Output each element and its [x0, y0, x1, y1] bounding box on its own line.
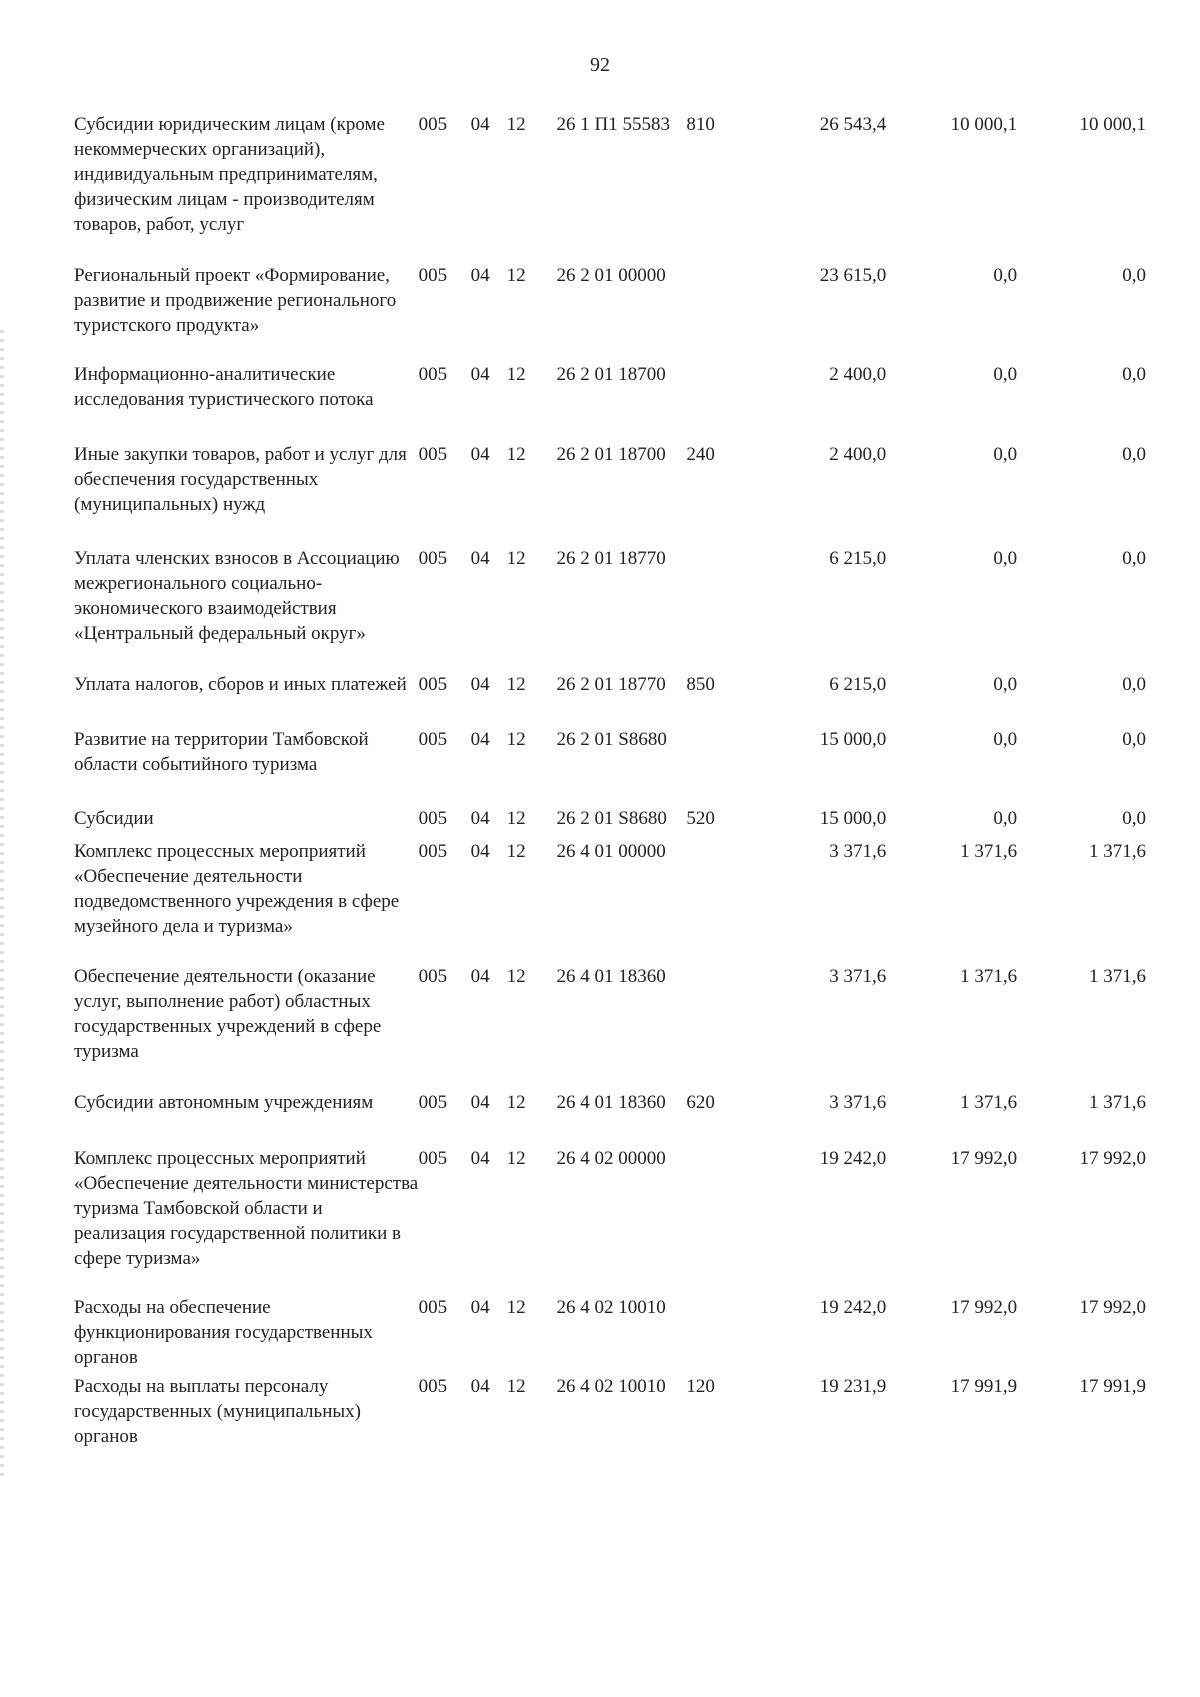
row-vr: 240 — [686, 444, 715, 465]
row-ved: 005 — [418, 729, 448, 750]
row-ved: 005 — [418, 1376, 448, 1397]
row-csr: 26 2 01 S8680 — [556, 808, 667, 829]
row-year2: 0,0 — [993, 674, 1018, 695]
row-name: Субсидии — [74, 808, 154, 829]
row-year1: 3 371,6 — [829, 1092, 887, 1113]
table-row — [66, 1146, 1146, 1295]
row-pr: 12 — [506, 1148, 526, 1169]
row-year2: 1 371,6 — [960, 1092, 1018, 1113]
row-year3: 0,0 — [1122, 674, 1146, 695]
row-rz: 04 — [470, 265, 490, 286]
row-csr: 26 2 01 S8680 — [556, 729, 667, 750]
table-row — [66, 806, 1146, 839]
row-csr: 26 4 02 10010 — [556, 1376, 666, 1397]
row-ved: 005 — [418, 444, 448, 465]
table-row — [66, 263, 1146, 362]
row-csr: 26 4 01 00000 — [556, 841, 666, 862]
row-rz: 04 — [470, 1297, 490, 1318]
table-row — [66, 672, 1146, 727]
table-row — [66, 546, 1146, 672]
row-pr: 12 — [506, 808, 526, 829]
row-ved: 005 — [418, 1148, 448, 1169]
row-vr: 810 — [686, 114, 715, 135]
row-ved: 005 — [418, 364, 448, 385]
row-name: Субсидии юридическим лицам (кроме некоммерческих организаций), индивидуальным предпринимателям, физическим лицам - производителям товаров, работ, услуг — [74, 114, 385, 235]
row-csr: 26 2 01 18770 — [556, 674, 666, 695]
row-pr: 12 — [506, 364, 526, 385]
table-row — [66, 964, 1146, 1090]
row-rz: 04 — [470, 808, 490, 829]
row-year1: 3 371,6 — [829, 966, 887, 987]
row-rz: 04 — [470, 674, 490, 695]
row-ved: 005 — [418, 841, 448, 862]
row-vr: 520 — [686, 808, 715, 829]
row-year3: 0,0 — [1122, 444, 1146, 465]
row-year3: 0,0 — [1122, 548, 1146, 569]
row-rz: 04 — [470, 444, 490, 465]
row-ved: 005 — [418, 114, 448, 135]
row-ved: 005 — [418, 808, 448, 829]
row-year3: 17 992,0 — [1079, 1148, 1146, 1169]
table-row — [66, 112, 1146, 263]
row-pr: 12 — [506, 114, 526, 135]
row-rz: 04 — [470, 1148, 490, 1169]
row-name: Уплата членских взносов в Ассоциацию межрегионального социально-экономического взаимодействия «Центральный федеральный округ» — [74, 548, 400, 644]
row-year3: 17 992,0 — [1079, 1297, 1146, 1318]
row-year1: 19 242,0 — [819, 1148, 887, 1169]
row-year3: 1 371,6 — [1088, 966, 1146, 987]
row-rz: 04 — [470, 114, 490, 135]
page-number: 92 — [590, 54, 610, 76]
row-rz: 04 — [470, 729, 490, 750]
row-pr: 12 — [506, 444, 526, 465]
row-name: Информационно-аналитические исследования туристического потока — [74, 364, 374, 410]
row-csr: 26 2 01 00000 — [556, 265, 666, 286]
binding-marks — [0, 330, 4, 1480]
row-pr: 12 — [506, 966, 526, 987]
row-vr: 120 — [686, 1376, 715, 1397]
row-year2: 17 992,0 — [950, 1297, 1018, 1318]
row-year2: 17 991,9 — [950, 1376, 1018, 1397]
row-year3: 17 991,9 — [1079, 1376, 1146, 1397]
row-rz: 04 — [470, 841, 490, 862]
row-year3: 1 371,6 — [1088, 841, 1146, 862]
row-year1: 23 615,0 — [819, 265, 887, 286]
row-name: Обеспечение деятельности (оказание услуг, выполнение работ) областных государственных учреждений в сфере туризма — [74, 966, 382, 1062]
row-year2: 1 371,6 — [960, 841, 1018, 862]
row-rz: 04 — [470, 1376, 490, 1397]
row-csr: 26 4 01 18360 — [556, 1092, 666, 1113]
row-year1: 19 242,0 — [819, 1297, 887, 1318]
row-year2: 0,0 — [993, 808, 1018, 829]
row-name: Расходы на обеспечение функционирования государственных органов — [74, 1297, 373, 1368]
row-year3: 1 371,6 — [1088, 1092, 1146, 1113]
table-row — [66, 1374, 1146, 1454]
row-year2: 0,0 — [993, 548, 1018, 569]
row-csr: 26 4 02 10010 — [556, 1297, 666, 1318]
row-year3: 10 000,1 — [1079, 114, 1146, 135]
row-rz: 04 — [470, 1092, 490, 1113]
row-year2: 10 000,1 — [950, 114, 1018, 135]
table-row — [66, 727, 1146, 806]
row-ved: 005 — [418, 548, 448, 569]
row-year2: 0,0 — [993, 444, 1018, 465]
row-vr: 620 — [686, 1092, 715, 1113]
row-pr: 12 — [506, 841, 526, 862]
row-csr: 26 2 01 18700 — [556, 444, 666, 465]
table-row — [66, 362, 1146, 442]
row-year2: 17 992,0 — [950, 1148, 1018, 1169]
row-name: Уплата налогов, сборов и иных платежей — [74, 674, 407, 695]
row-pr: 12 — [506, 674, 526, 695]
table-row — [66, 442, 1146, 546]
row-rz: 04 — [470, 548, 490, 569]
row-year2: 0,0 — [993, 729, 1018, 750]
row-pr: 12 — [506, 1376, 526, 1397]
row-name: Субсидии автономным учреждениям — [74, 1092, 374, 1113]
row-rz: 04 — [470, 966, 490, 987]
row-year1: 19 231,9 — [819, 1376, 887, 1397]
row-ved: 005 — [418, 1092, 448, 1113]
row-name: Комплекс процессных мероприятий «Обеспечение деятельности подведомственного учреждения в сфере музейного дела и туризма» — [74, 841, 400, 937]
row-pr: 12 — [506, 265, 526, 286]
row-year1: 2 400,0 — [829, 364, 887, 385]
row-csr: 26 2 01 18700 — [556, 364, 666, 385]
row-year1: 15 000,0 — [819, 729, 887, 750]
row-year3: 0,0 — [1122, 364, 1146, 385]
row-csr: 26 1 П1 55583 — [556, 114, 671, 135]
row-pr: 12 — [506, 1297, 526, 1318]
row-vr: 850 — [686, 674, 715, 695]
row-name: Иные закупки товаров, работ и услуг для обеспечения государственных (муниципальных) нужд — [74, 444, 407, 515]
row-ved: 005 — [418, 1297, 448, 1318]
row-name: Развитие на территории Тамбовской области событийного туризма — [74, 729, 369, 775]
table-row — [66, 839, 1146, 964]
row-pr: 12 — [506, 1092, 526, 1113]
row-year1: 15 000,0 — [819, 808, 887, 829]
row-csr: 26 2 01 18770 — [556, 548, 666, 569]
row-year2: 0,0 — [993, 265, 1018, 286]
row-ved: 005 — [418, 265, 448, 286]
row-year1: 26 543,4 — [819, 114, 887, 135]
row-name: Расходы на выплаты персоналу государственных (муниципальных) органов — [74, 1376, 361, 1447]
row-rz: 04 — [470, 364, 490, 385]
row-name: Региональный проект «Формирование, развитие и продвижение регионального туристского продукта» — [74, 265, 397, 336]
row-csr: 26 4 01 18360 — [556, 966, 666, 987]
row-name: Комплекс процессных мероприятий «Обеспечение деятельности министерства туризма Тамбовской области и реализация государственной политики в сфере туризма» — [74, 1148, 419, 1269]
row-year2: 0,0 — [993, 364, 1018, 385]
row-year1: 2 400,0 — [829, 444, 887, 465]
row-ved: 005 — [418, 966, 448, 987]
row-year1: 6 215,0 — [829, 548, 887, 569]
row-ved: 005 — [418, 674, 448, 695]
row-year3: 0,0 — [1122, 729, 1146, 750]
table-row — [66, 1090, 1146, 1146]
row-csr: 26 4 02 00000 — [556, 1148, 666, 1169]
row-year3: 0,0 — [1122, 265, 1146, 286]
row-year3: 0,0 — [1122, 808, 1146, 829]
row-year1: 3 371,6 — [829, 841, 887, 862]
row-year1: 6 215,0 — [829, 674, 887, 695]
table-row — [66, 1295, 1146, 1374]
row-pr: 12 — [506, 548, 526, 569]
row-pr: 12 — [506, 729, 526, 750]
budget-table — [66, 112, 1146, 1454]
row-year2: 1 371,6 — [960, 966, 1018, 987]
